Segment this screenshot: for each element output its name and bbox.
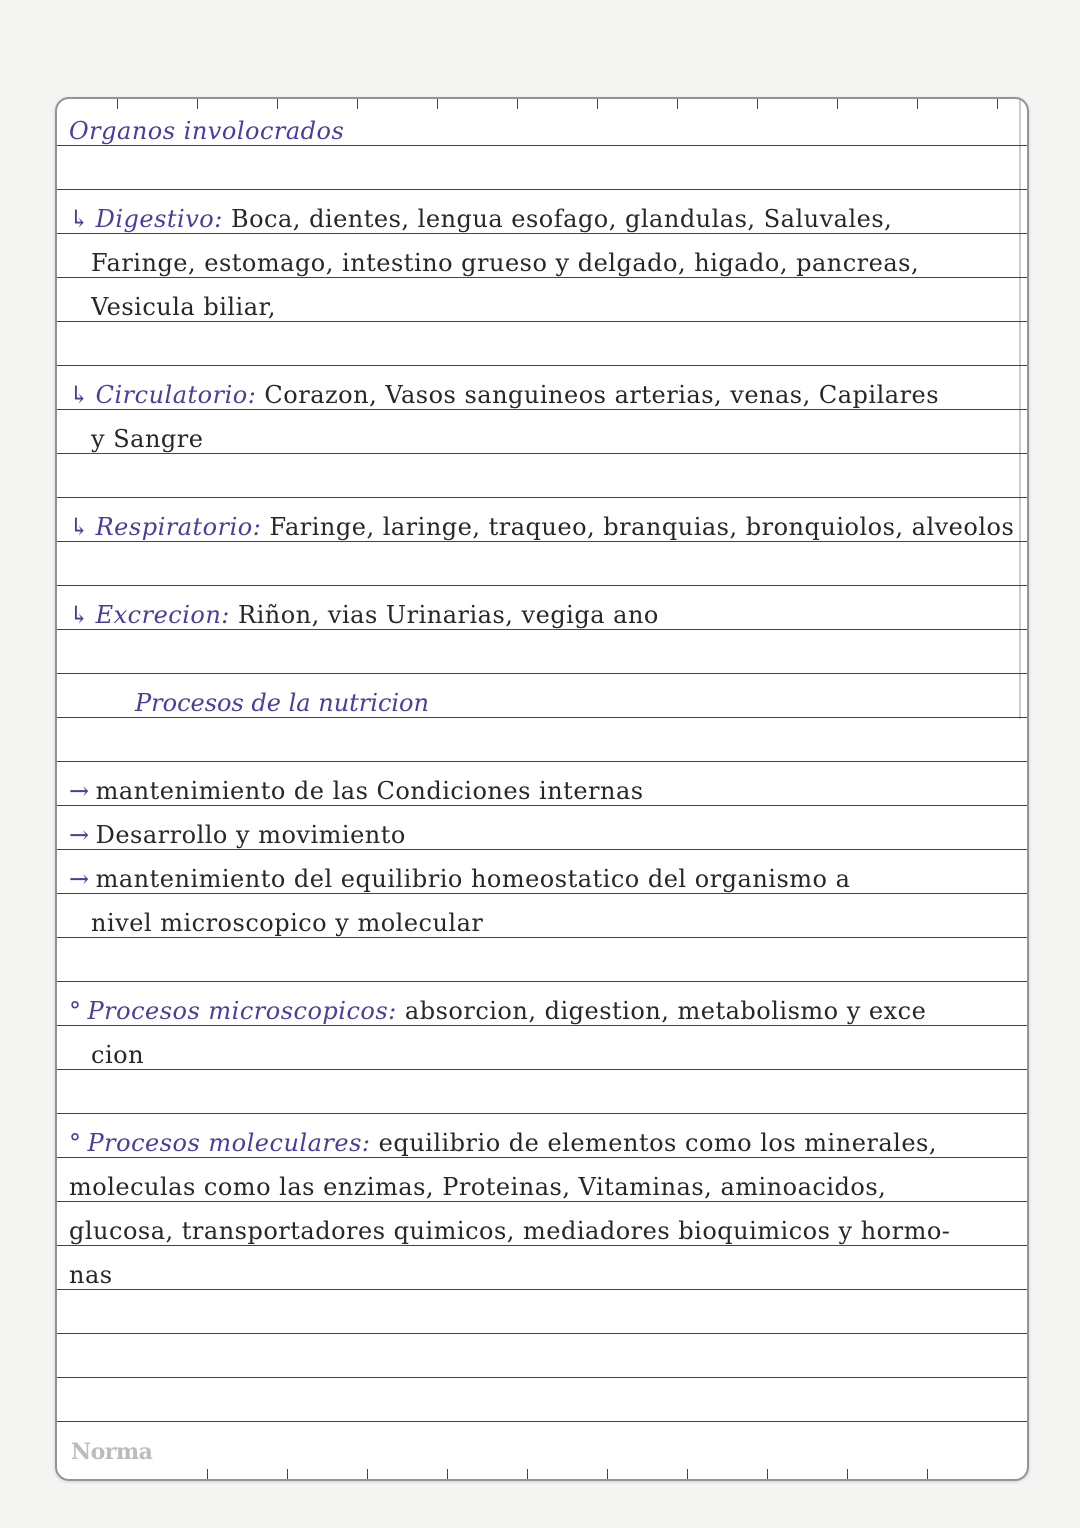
ruled-line	[57, 629, 1027, 630]
digestive-line-2: Faringe, estomago, intestino grueso y delgado, higado, pancreas,	[91, 249, 920, 277]
ruled-line	[57, 145, 1027, 146]
ruled-line	[57, 1201, 1027, 1202]
ruled-line	[57, 233, 1027, 234]
ruled-line	[57, 1289, 1027, 1290]
process-continuation: nivel microscopico y molecular	[91, 909, 484, 937]
digestive-text: Boca, dientes, lengua esofago, glandulas, Saluvales,	[230, 205, 893, 233]
bullet-icon: °	[69, 997, 82, 1025]
micro-continuation: cion	[91, 1041, 145, 1069]
ruled-line	[57, 277, 1027, 278]
ruled-line	[57, 585, 1027, 586]
digestive-label: Digestivo:	[95, 205, 223, 233]
ruled-line	[57, 981, 1027, 982]
margin-tick	[287, 1469, 288, 1479]
margin-tick	[917, 99, 918, 109]
molecular-line-2: moleculas como las enzimas, Proteinas, Vitaminas, aminoacidos,	[69, 1173, 887, 1201]
ruled-line	[57, 453, 1027, 454]
ruled-line	[57, 189, 1027, 190]
arrow-right-icon: →	[69, 777, 90, 805]
ruled-line	[57, 1245, 1027, 1246]
margin-tick	[837, 99, 838, 109]
page-title: Organos involocrados	[69, 117, 345, 145]
ruled-line	[57, 409, 1027, 410]
margin-tick	[847, 1469, 848, 1479]
arrow-icon: ↳	[69, 381, 90, 409]
ruled-line	[57, 1333, 1027, 1334]
arrow-icon: ↳	[69, 513, 90, 541]
margin-tick	[607, 1469, 608, 1479]
ruled-line	[57, 717, 1027, 718]
arrow-right-icon: →	[69, 821, 90, 849]
process-text: mantenimiento del equilibrio homeostatico del organismo a	[95, 865, 851, 893]
ruled-line	[57, 673, 1027, 674]
arrow-right-icon: →	[69, 865, 90, 893]
margin-tick	[687, 1469, 688, 1479]
arrow-icon: ↳	[69, 205, 90, 233]
margin-tick	[357, 99, 358, 109]
excretion-line	[69, 601, 659, 629]
process-text: Desarrollo y movimiento	[95, 821, 406, 849]
circulatory-line-1	[69, 381, 939, 409]
circulatory-label: Circulatorio:	[95, 381, 257, 409]
margin-tick	[277, 99, 278, 109]
digestive-line-3: Vesicula biliar,	[91, 293, 276, 321]
brand-logo: Norma	[71, 1439, 153, 1465]
ruled-line	[57, 365, 1027, 366]
digestive-line-1	[69, 205, 892, 233]
molecular-label: Procesos moleculares:	[87, 1129, 371, 1157]
circulatory-text: Corazon, Vasos sanguineos arterias, venas, Capilares	[264, 381, 940, 409]
ruled-line	[57, 1113, 1027, 1114]
notebook-page	[55, 97, 1029, 1481]
respiratory-text: Faringe, laringe, traqueo, branquias, bronquiolos, alveolos	[269, 513, 1015, 541]
ruled-line	[57, 937, 1027, 938]
respiratory-line	[69, 513, 1014, 541]
molecular-line-4: nas	[69, 1261, 113, 1289]
margin-tick	[677, 99, 678, 109]
margin-tick	[997, 99, 998, 109]
process-item	[69, 865, 850, 893]
margin-tick	[197, 99, 198, 109]
margin-tick	[437, 99, 438, 109]
micro-text: absorcion, digestion, metabolismo y exce	[404, 997, 927, 1025]
ruled-line	[57, 1069, 1027, 1070]
margin-tick	[117, 99, 118, 109]
molecular-line-3: glucosa, transportadores quimicos, mediadores bioquimicos y hormo-	[69, 1217, 951, 1245]
process-item	[69, 821, 406, 849]
ruled-line	[57, 541, 1027, 542]
ruled-line	[57, 849, 1027, 850]
margin-tick	[757, 99, 758, 109]
micro-line	[69, 997, 926, 1025]
ruled-line	[57, 1421, 1027, 1422]
margin-tick	[517, 99, 518, 109]
margin-tick	[207, 1469, 208, 1479]
ruled-line	[57, 1157, 1027, 1158]
section-title: Procesos de la nutricion	[135, 689, 429, 717]
process-item	[69, 777, 644, 805]
margin-tick	[597, 99, 598, 109]
ruled-line	[57, 1377, 1027, 1378]
process-text: mantenimiento de las Condiciones internas	[95, 777, 644, 805]
excretion-text: Riñon, vias Urinarias, vegiga ano	[238, 601, 659, 629]
ruled-line	[57, 497, 1027, 498]
margin-tick	[927, 1469, 928, 1479]
circulatory-line-2: y Sangre	[91, 425, 204, 453]
molecular-text: equilibrio de elementos como los minerales,	[378, 1129, 937, 1157]
respiratory-label: Respiratorio:	[95, 513, 262, 541]
ruled-line	[57, 321, 1027, 322]
bullet-icon: °	[69, 1129, 82, 1157]
margin-tick	[447, 1469, 448, 1479]
excretion-label: Excrecion:	[95, 601, 230, 629]
margin-tick	[527, 1469, 528, 1479]
arrow-icon: ↳	[69, 601, 90, 629]
ruled-line	[57, 893, 1027, 894]
ruled-line	[57, 761, 1027, 762]
margin-tick	[767, 1469, 768, 1479]
micro-label: Procesos microscopicos:	[87, 997, 397, 1025]
ruled-line	[57, 805, 1027, 806]
molecular-line-1	[69, 1129, 937, 1157]
ruled-line	[57, 1025, 1027, 1026]
margin-tick	[367, 1469, 368, 1479]
